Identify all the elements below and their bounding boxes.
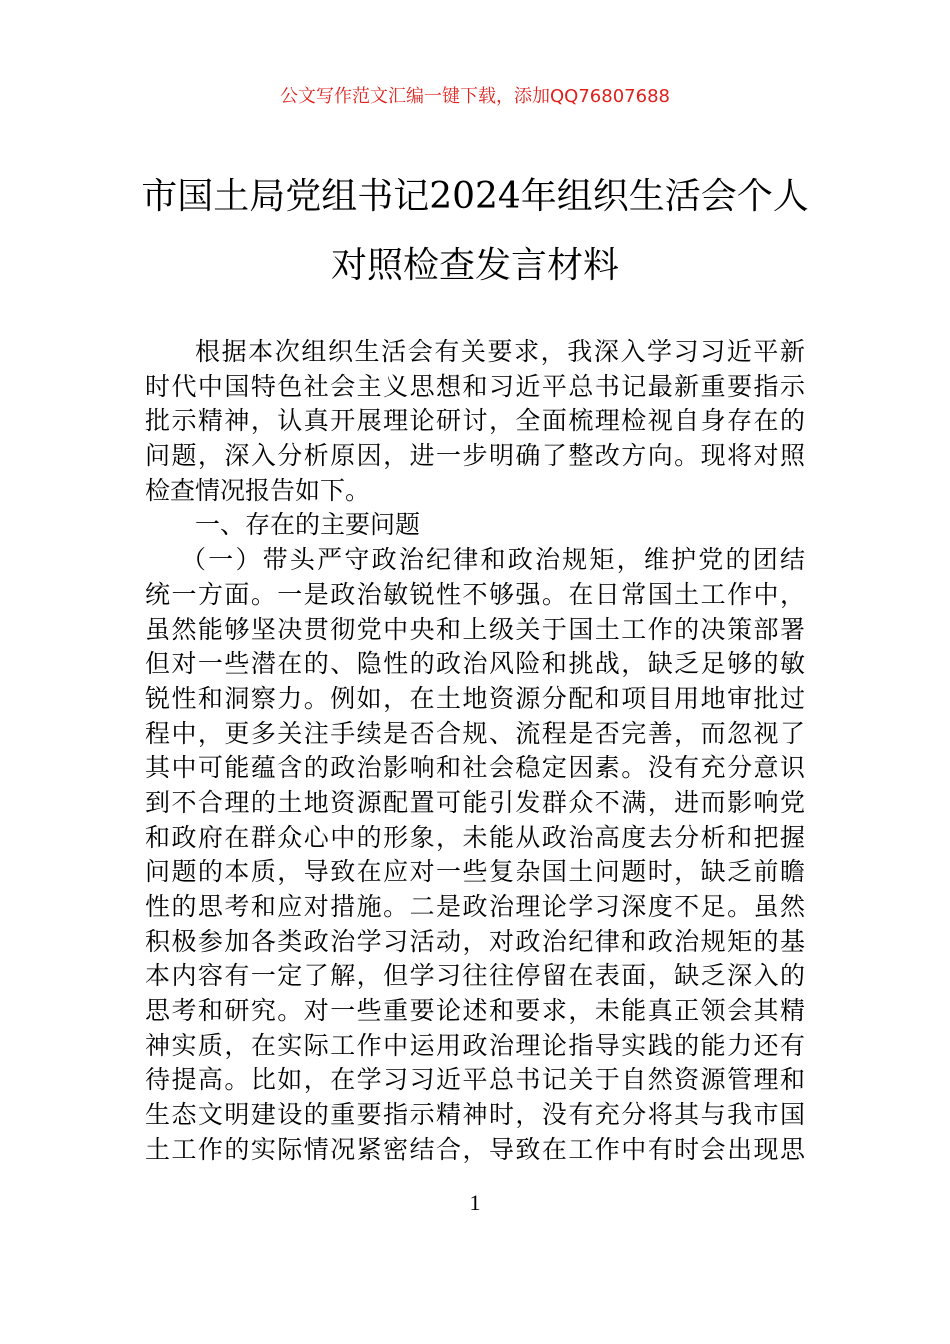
body-line: 其中可能蕴含的政治影响和社会稳定因素。没有充分意识 xyxy=(145,753,805,783)
body-line: 问题的本质，导致在应对一些复杂国土问题时，缺乏前瞻 xyxy=(145,857,805,887)
body-line: 土工作的实际情况紧密结合，导致在工作中有时会出现思 xyxy=(145,1134,805,1164)
page-number: 1 xyxy=(469,1190,481,1215)
body-line: 待提高。比如，在学习习近平总书记关于自然资源管理和 xyxy=(145,1065,805,1095)
document-body xyxy=(145,335,805,1168)
body-line: 批示精神，认真开展理论研讨，全面梳理检视自身存在的 xyxy=(145,406,805,436)
body-line: 生态文明建设的重要指示精神时，没有充分将其与我市国 xyxy=(145,1100,805,1130)
body-line: 锐性和洞察力。例如，在土地资源分配和项目用地审批过 xyxy=(145,683,805,713)
body-line: 程中，更多关注手续是否合规、流程是否完善，而忽视了 xyxy=(145,718,805,748)
subsection-heading: （一）带头严守政治纪律和政治规矩，维护党的团结 xyxy=(181,545,805,575)
body-line: 思考和研究。对一些重要论述和要求，未能真正领会其精 xyxy=(145,996,805,1026)
body-line: 积极参加各类政治学习活动，对政治纪律和政治规矩的基 xyxy=(145,926,805,956)
body-line: 本内容有一定了解，但学习往往停留在表面，缺乏深入的 xyxy=(145,961,805,991)
body-line: 性的思考和应对措施。二是政治理论学习深度不足。虽然 xyxy=(145,892,805,921)
body-line: 问题，深入分析原因，进一步明确了整改方向。现将对照 xyxy=(145,441,805,471)
body-line: 但对一些潜在的、隐性的政治风险和挑战，缺乏足够的敏 xyxy=(145,649,805,679)
body-line: 神实质，在实际工作中运用政治理论指导实践的能力还有 xyxy=(145,1030,805,1060)
section-heading: 一、存在的主要问题 xyxy=(195,510,421,540)
body-line: 检查情况报告如下。 xyxy=(145,475,371,505)
body-line: 根据本次组织生活会有关要求，我深入学习习近平新 xyxy=(195,337,805,366)
body-line: 统一方面。一是政治敏锐性不够强。在日常国土工作中， xyxy=(145,579,805,609)
document-title-line-2: 对照检查发言材料 xyxy=(330,245,619,286)
body-line: 虽然能够坚决贯彻党中央和上级关于国土工作的决策部署 xyxy=(145,614,805,644)
body-line: 时代中国特色社会主义思想和习近平总书记最新重要指示 xyxy=(145,371,805,401)
document-title-line-1: 市国土局党组书记2024年组织生活会个人 xyxy=(141,176,809,217)
promo-header: 公文写作范文汇编一键下载，添加QQ76807688 xyxy=(280,86,670,107)
body-line: 到不合理的土地资源配置可能引发群众不满，进而影响党 xyxy=(145,787,805,817)
body-line: 和政府在群众心中的形象，未能从政治高度去分析和把握 xyxy=(145,822,805,852)
